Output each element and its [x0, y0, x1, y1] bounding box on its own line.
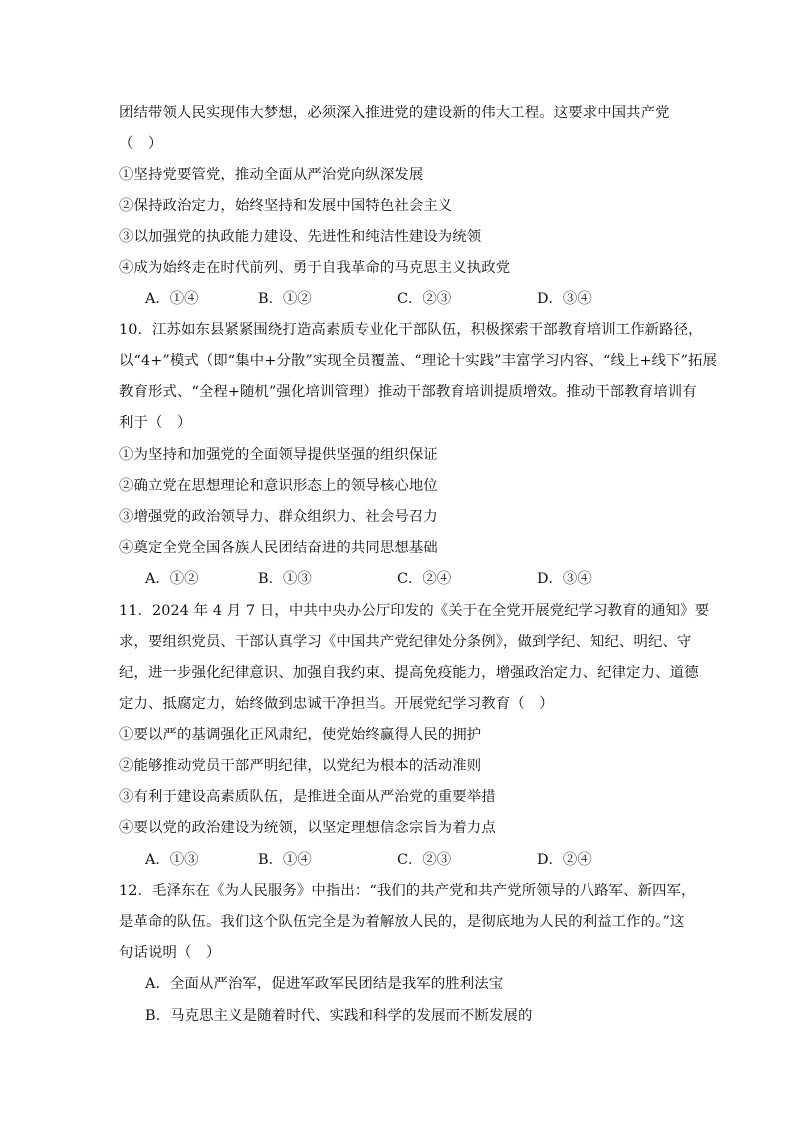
q10-stem-line-3: 教育形式、“全程+随机”强化培训管理）推动干部教育培训提质增效。推动干部教育培训有 — [119, 384, 697, 400]
q10-option-b: B．①③ — [258, 571, 312, 587]
q11-stem-line-1: 11．2024 年 4 月 7 日，中共中央办公厅印发的《关于在全党开展党纪学习教育的通知》要 — [119, 603, 710, 619]
q9-option-d: D．③④ — [537, 291, 592, 307]
q9-item-1: ①坚持党要管党，推动全面从严治党向纵深发展 — [119, 167, 424, 183]
q10-option-c: C．②④ — [397, 571, 452, 587]
q12-stem-line-3: 句话说明（ ） — [119, 945, 221, 961]
q11-option-b: B．①④ — [258, 852, 312, 868]
q10-stem-line-1: 10．江苏如东县紧紧围绕打造高素质专业化干部队伍，积极探索干部教育培训工作新路径， — [119, 322, 703, 338]
q11-stem-line-2: 求，要组织党员、干部认真学习《中国共产党纪律处分条例》，做到学纪、知纪、明纪、守 — [119, 634, 692, 650]
q9-item-3: ③以加强党的执政能力建设、先进性和纯洁性建设为统领 — [119, 229, 482, 245]
q10-option-d: D．③④ — [537, 571, 592, 587]
q12-choice-b: B．马克思主义是随着时代、实践和科学的发展而不断发展的 — [145, 1008, 533, 1024]
q9-option-b: B．①② — [258, 291, 312, 307]
q9-item-4: ④成为始终走在时代前列、勇于自我革命的马克思主义执政党 — [119, 260, 511, 276]
q10-item-1: ①为坚持和加强党的全面领导提供坚强的组织保证 — [119, 447, 438, 463]
q11-item-2: ②能够推动党员干部严明纪律，以党纪为根本的活动准则 — [119, 758, 482, 774]
q11-stem-line-4: 定力、抵腐定力，始终做到忠诚干净担当。开展党纪学习教育（ ） — [119, 696, 554, 712]
q10-stem-line-4: 利于（ ） — [119, 415, 192, 431]
q11-option-a: A．①③ — [145, 852, 199, 868]
q9-answer-paren: （ ） — [119, 136, 163, 152]
q11-item-1: ①要以严的基调强化正风肃纪，使党始终赢得人民的拥护 — [119, 727, 482, 743]
q9-option-c: C．②③ — [397, 291, 452, 307]
q9-option-a: A．①④ — [145, 291, 199, 307]
q10-stem-line-2: 以“4+”模式（即“集中+分散”实现全员覆盖、“理论十实践”丰富学习内容、“线上+线下”拓展 — [119, 353, 718, 369]
q11-option-d: D．②④ — [537, 852, 592, 868]
q12-stem-line-1: 12．毛泽东在《为人民服务》中指出：“我们的共产党和共产党所领导的八路军、新四军， — [119, 883, 696, 899]
q11-stem-line-3: 纪，进一步强化纪律意识、加强自我约束、提高免疫能力，增强政治定力、纪律定力、道德 — [119, 665, 699, 681]
q12-stem-line-2: 是革命的队伍。我们这个队伍完全是为着解放人民的，是彻底地为人民的利益工作的。”这 — [119, 914, 685, 930]
q9-stem-line: 团结带领人民实现伟大梦想，必须深入推进党的建设新的伟大工程。这要求中国共产党 — [119, 105, 670, 121]
q11-item-4: ④要以党的政治建设为统领，以坚定理想信念宗旨为着力点 — [119, 820, 496, 836]
q10-item-4: ④奠定全党全国各族人民团结奋进的共同思想基础 — [119, 540, 438, 556]
q9-item-2: ②保持政治定力，始终坚持和发展中国特色社会主义 — [119, 198, 453, 214]
q10-option-a: A．①② — [145, 571, 199, 587]
q11-item-3: ③有利于建设高素质队伍，是推进全面从严治党的重要举措 — [119, 789, 496, 805]
q10-item-2: ②确立党在思想理论和意识形态上的领导核心地位 — [119, 478, 438, 494]
q12-choice-a: A．全面从严治军，促进军政军民团结是我军的胜利法宝 — [145, 976, 504, 992]
q10-item-3: ③增强党的政治领导力、群众组织力、社会号召力 — [119, 509, 438, 525]
q11-option-c: C．②③ — [397, 852, 452, 868]
